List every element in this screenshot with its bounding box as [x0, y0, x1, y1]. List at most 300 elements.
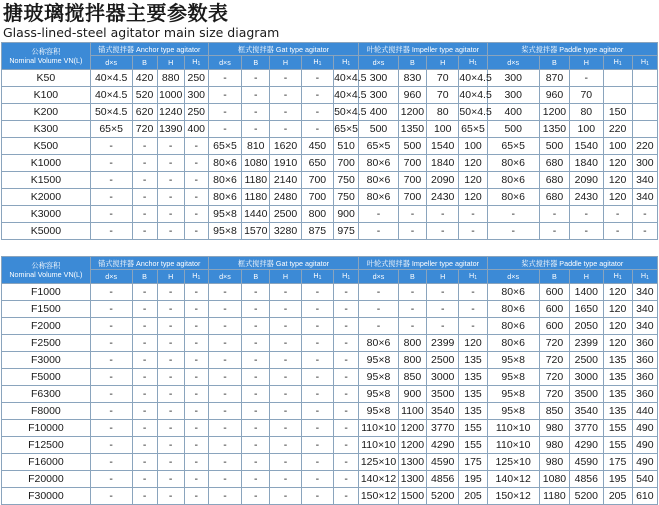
value-cell: -	[334, 471, 359, 488]
value-cell: 120	[603, 301, 632, 318]
value-cell: 125×10	[487, 454, 539, 471]
value-cell: -	[570, 223, 603, 240]
value-cell: 720	[132, 121, 157, 138]
value-cell: -	[334, 335, 359, 352]
sub-header-cell: $H_1$	[603, 270, 632, 284]
value-cell: -	[398, 223, 426, 240]
table-row	[2, 420, 658, 437]
value-cell: 700	[301, 172, 333, 189]
value-cell: -	[359, 284, 399, 301]
sub-header-cell: B	[132, 56, 157, 70]
value-cell: -	[132, 223, 157, 240]
value-cell: -	[157, 335, 184, 352]
value-cell: 50×4.5	[334, 104, 359, 121]
value-cell: -	[570, 206, 603, 223]
value-cell: -	[184, 454, 208, 471]
value-cell: -	[208, 104, 241, 121]
value-cell: -	[132, 420, 157, 437]
model-cell: F10000	[2, 420, 91, 437]
value-cell: -	[208, 386, 241, 403]
model-cell: K100	[2, 87, 91, 104]
value-cell: 520	[132, 87, 157, 104]
value-cell: -	[157, 155, 184, 172]
value-cell: 800	[398, 335, 426, 352]
value-cell: -	[90, 172, 132, 189]
value-cell: -	[242, 488, 270, 505]
value-cell: -	[132, 172, 157, 189]
sub-header-row	[2, 270, 658, 284]
value-cell: -	[242, 284, 270, 301]
value-cell: 120	[459, 335, 487, 352]
value-cell: 195	[459, 471, 487, 488]
table-row	[2, 369, 658, 386]
value-cell: 1240	[157, 104, 184, 121]
value-cell: 3770	[570, 420, 603, 437]
value-cell: -	[157, 301, 184, 318]
model-cell: F5000	[2, 369, 91, 386]
value-cell: 65×5	[487, 138, 539, 155]
value-cell: -	[301, 301, 333, 318]
value-cell: 960	[398, 87, 426, 104]
value-cell: -	[132, 301, 157, 318]
value-cell: 100	[603, 138, 632, 155]
value-cell: 125×10	[359, 454, 399, 471]
table-row	[2, 403, 658, 420]
value-cell: -	[242, 386, 270, 403]
table-body	[2, 70, 658, 240]
value-cell: 80	[427, 104, 459, 121]
value-cell: 100	[459, 138, 487, 155]
page-subtitle: Glass-lined-steel agitator main size diagram	[3, 25, 280, 40]
value-cell: 610	[632, 488, 657, 505]
value-cell: 120	[603, 284, 632, 301]
value-cell: 400	[184, 121, 208, 138]
value-cell: 800	[398, 352, 426, 369]
value-cell: 195	[603, 471, 632, 488]
value-cell: -	[208, 70, 241, 87]
value-cell: 300	[487, 87, 539, 104]
value-cell: -	[184, 206, 208, 223]
value-cell: 800	[301, 206, 333, 223]
value-cell: 680	[539, 189, 569, 206]
value-cell: -	[242, 335, 270, 352]
value-cell: -	[270, 70, 301, 87]
value-cell: -	[242, 121, 270, 138]
value-cell: -	[334, 420, 359, 437]
value-cell: 135	[459, 386, 487, 403]
value-cell: 490	[632, 454, 657, 471]
value-cell: 80×6	[359, 189, 399, 206]
value-cell: 65×5	[208, 138, 241, 155]
value-cell: 300	[632, 155, 657, 172]
anchor-k-series-table	[1, 42, 658, 240]
value-cell: -	[90, 223, 132, 240]
value-cell: 2480	[270, 189, 301, 206]
value-cell: -	[427, 284, 459, 301]
value-cell: -	[90, 420, 132, 437]
model-cell: K300	[2, 121, 91, 138]
value-cell: 1200	[539, 104, 569, 121]
value-cell: 900	[334, 206, 359, 223]
sub-header-cell: d×s	[90, 270, 132, 284]
sub-header-cell: H	[157, 270, 184, 284]
anchor-group-header: 锚式搅拌器 Anchor type agitator	[90, 43, 208, 56]
value-cell: 70	[570, 87, 603, 104]
value-cell: 720	[539, 386, 569, 403]
value-cell: 500	[359, 121, 399, 138]
value-cell: 680	[539, 155, 569, 172]
value-cell: -	[132, 454, 157, 471]
sub-header-cell: B	[242, 270, 270, 284]
value-cell: 135	[603, 369, 632, 386]
value-cell: -	[157, 223, 184, 240]
value-cell: 400	[359, 104, 399, 121]
sub-header-cell: $H_1$	[301, 270, 333, 284]
value-cell: -	[539, 206, 569, 223]
value-cell: 1200	[398, 104, 426, 121]
value-cell: -	[270, 420, 301, 437]
value-cell: -	[90, 301, 132, 318]
value-cell: -	[157, 386, 184, 403]
sub-header-cell: $H_1$	[334, 270, 359, 284]
value-cell: 3280	[270, 223, 301, 240]
value-cell: 1200	[398, 437, 426, 454]
value-cell: 5200	[427, 488, 459, 505]
value-cell: 4856	[570, 471, 603, 488]
value-cell: -	[301, 318, 333, 335]
value-cell: 80×6	[208, 172, 241, 189]
value-cell: 220	[603, 121, 632, 138]
value-cell: -	[270, 403, 301, 420]
value-cell: 250	[184, 104, 208, 121]
value-cell: -	[459, 284, 487, 301]
value-cell: -	[184, 301, 208, 318]
value-cell: 4290	[570, 437, 603, 454]
value-cell: 830	[398, 70, 426, 87]
model-cell: K1500	[2, 172, 91, 189]
value-cell: 2430	[570, 189, 603, 206]
value-cell: -	[90, 471, 132, 488]
value-cell: 3500	[570, 386, 603, 403]
value-cell: -	[487, 206, 539, 223]
nominal-volume-header: 公称容积 Nominal Volume VN(L)	[2, 257, 91, 284]
value-cell	[603, 87, 632, 104]
value-cell: 205	[603, 488, 632, 505]
model-cell: F1500	[2, 301, 91, 318]
value-cell: -	[359, 301, 399, 318]
value-cell: 250	[184, 70, 208, 87]
value-cell: -	[132, 403, 157, 420]
sub-header-cell: H	[570, 56, 603, 70]
paddle-group-header: 桨式搅拌器 Paddle type agitator	[487, 257, 657, 270]
sub-header-cell: $H_1$	[334, 56, 359, 70]
value-cell: 175	[603, 454, 632, 471]
table-row	[2, 454, 658, 471]
value-cell: -	[459, 301, 487, 318]
value-cell: 680	[539, 172, 569, 189]
value-cell: 1300	[398, 454, 426, 471]
value-cell: 1400	[570, 284, 603, 301]
value-cell: 490	[632, 437, 657, 454]
sub-header-cell: H	[157, 56, 184, 70]
value-cell: 95×8	[208, 223, 241, 240]
value-cell: 720	[539, 369, 569, 386]
value-cell: 40×4.5	[459, 70, 487, 87]
value-cell: -	[157, 189, 184, 206]
value-cell: -	[301, 335, 333, 352]
value-cell: 70	[427, 87, 459, 104]
value-cell: 1910	[270, 155, 301, 172]
value-cell: 80×6	[359, 335, 399, 352]
value-cell: -	[427, 318, 459, 335]
value-cell: -	[184, 352, 208, 369]
value-cell: -	[208, 284, 241, 301]
value-cell: 135	[459, 369, 487, 386]
value-cell: 420	[132, 70, 157, 87]
impeller-group-header: 叶轮式搅拌器 Impeller type agitator	[359, 43, 487, 56]
value-cell: -	[270, 335, 301, 352]
value-cell: -	[157, 471, 184, 488]
value-cell: -	[184, 189, 208, 206]
value-cell: 750	[334, 189, 359, 206]
model-cell: K3000	[2, 206, 91, 223]
value-cell: 40×4.5	[334, 87, 359, 104]
sub-header-cell: $H_1$	[603, 56, 632, 70]
value-cell: -	[90, 138, 132, 155]
value-cell: 360	[632, 369, 657, 386]
value-cell: -	[632, 206, 657, 223]
value-cell: 700	[398, 155, 426, 172]
value-cell: 155	[459, 420, 487, 437]
value-cell: 110×10	[487, 420, 539, 437]
value-cell: 95×8	[487, 403, 539, 420]
value-cell: -	[242, 318, 270, 335]
value-cell: 40×4.5	[334, 70, 359, 87]
value-cell: -	[242, 437, 270, 454]
value-cell: 1350	[398, 121, 426, 138]
value-cell: -	[132, 471, 157, 488]
value-cell: -	[242, 403, 270, 420]
value-cell: 80×6	[487, 335, 539, 352]
sub-header-cell: H	[570, 270, 603, 284]
value-cell: 340	[632, 284, 657, 301]
value-cell: 120	[459, 189, 487, 206]
value-cell: -	[184, 403, 208, 420]
model-cell: F20000	[2, 471, 91, 488]
value-cell: 120	[603, 189, 632, 206]
sub-header-cell: $H_1$	[301, 56, 333, 70]
value-cell: 95×8	[359, 403, 399, 420]
value-cell: 220	[632, 138, 657, 155]
value-cell: -	[270, 437, 301, 454]
value-cell: 850	[398, 369, 426, 386]
model-cell: F30000	[2, 488, 91, 505]
table-row	[2, 155, 658, 172]
value-cell: -	[208, 369, 241, 386]
value-cell: 1080	[242, 155, 270, 172]
value-cell: 720	[539, 352, 569, 369]
value-cell: 440	[632, 403, 657, 420]
value-cell: -	[242, 70, 270, 87]
value-cell: 620	[132, 104, 157, 121]
value-cell: -	[334, 403, 359, 420]
gat-group-header: 框式搅拌器 Gat type agitator	[208, 257, 358, 270]
model-cell: F2000	[2, 318, 91, 335]
value-cell: 3500	[427, 386, 459, 403]
value-cell: -	[301, 454, 333, 471]
value-cell: -	[184, 420, 208, 437]
value-cell	[632, 70, 657, 87]
value-cell	[632, 87, 657, 104]
value-cell: 2050	[570, 318, 603, 335]
table-row	[2, 87, 658, 104]
value-cell: 65×5	[359, 138, 399, 155]
value-cell: 80×6	[487, 284, 539, 301]
value-cell: 975	[334, 223, 359, 240]
value-cell: 65×5	[459, 121, 487, 138]
value-cell: 1180	[242, 189, 270, 206]
value-cell: 65×5	[90, 121, 132, 138]
value-cell: 3540	[427, 403, 459, 420]
value-cell: 870	[539, 70, 569, 87]
value-cell: 95×8	[208, 206, 241, 223]
value-cell: -	[208, 121, 241, 138]
value-cell: -	[570, 70, 603, 87]
value-cell: 2399	[570, 335, 603, 352]
value-cell	[632, 121, 657, 138]
value-cell: -	[157, 352, 184, 369]
value-cell: -	[301, 369, 333, 386]
value-cell: -	[90, 437, 132, 454]
value-cell: -	[459, 223, 487, 240]
value-cell: -	[242, 369, 270, 386]
sub-header-cell: H	[270, 270, 301, 284]
value-cell: 500	[398, 138, 426, 155]
value-cell: -	[301, 284, 333, 301]
value-cell: 120	[603, 155, 632, 172]
sub-header-cell: B	[539, 270, 569, 284]
value-cell: 120	[459, 155, 487, 172]
value-cell: -	[242, 454, 270, 471]
value-cell: -	[157, 369, 184, 386]
value-cell: 135	[459, 403, 487, 420]
value-cell: -	[184, 471, 208, 488]
table-row	[2, 223, 658, 240]
value-cell: -	[359, 318, 399, 335]
value-cell: 880	[157, 70, 184, 87]
model-cell: F16000	[2, 454, 91, 471]
value-cell: -	[184, 386, 208, 403]
value-cell: 3000	[427, 369, 459, 386]
value-cell: 120	[603, 172, 632, 189]
value-cell: -	[132, 335, 157, 352]
value-cell: -	[427, 301, 459, 318]
value-cell: 540	[632, 471, 657, 488]
table-row	[2, 386, 658, 403]
value-cell: 1000	[157, 87, 184, 104]
value-cell: -	[132, 318, 157, 335]
value-cell: -	[270, 318, 301, 335]
value-cell: 135	[603, 403, 632, 420]
value-cell: 3770	[427, 420, 459, 437]
value-cell: -	[208, 352, 241, 369]
value-cell: -	[603, 206, 632, 223]
sub-header-cell: d×s	[90, 56, 132, 70]
value-cell: -	[242, 301, 270, 318]
sub-header-cell: H	[427, 56, 459, 70]
value-cell: 2090	[570, 172, 603, 189]
value-cell: -	[157, 172, 184, 189]
value-cell: 340	[632, 301, 657, 318]
value-cell: 700	[398, 189, 426, 206]
model-cell: K1000	[2, 155, 91, 172]
paddle-group-header: 桨式搅拌器 Paddle type agitator	[487, 43, 657, 56]
sub-header-cell: d×s	[487, 56, 539, 70]
value-cell: -	[334, 352, 359, 369]
value-cell: 1200	[398, 420, 426, 437]
model-cell: K2000	[2, 189, 91, 206]
value-cell: 1440	[242, 206, 270, 223]
value-cell: -	[184, 172, 208, 189]
value-cell: -	[603, 223, 632, 240]
model-cell: F2500	[2, 335, 91, 352]
table-row	[2, 104, 658, 121]
value-cell: -	[270, 471, 301, 488]
value-cell: 700	[301, 189, 333, 206]
value-cell: 80	[570, 104, 603, 121]
sub-header-cell: $H_1$	[632, 270, 657, 284]
value-cell: 1080	[539, 471, 569, 488]
value-cell: 340	[632, 318, 657, 335]
value-cell: -	[334, 301, 359, 318]
value-cell: 875	[301, 223, 333, 240]
value-cell: 2500	[570, 352, 603, 369]
value-cell: 40×4.5	[459, 87, 487, 104]
table-row	[2, 70, 658, 87]
value-cell: -	[301, 488, 333, 505]
sub-header-cell: $H_1$	[459, 270, 487, 284]
value-cell: 4590	[570, 454, 603, 471]
value-cell: -	[132, 155, 157, 172]
value-cell: -	[90, 369, 132, 386]
value-cell: -	[90, 454, 132, 471]
model-cell: F8000	[2, 403, 91, 420]
value-cell: -	[157, 437, 184, 454]
value-cell: -	[184, 488, 208, 505]
value-cell: 2090	[427, 172, 459, 189]
value-cell: -	[132, 437, 157, 454]
value-cell: -	[427, 223, 459, 240]
sub-header-cell: d×s	[208, 56, 241, 70]
value-cell: -	[157, 206, 184, 223]
value-cell: -	[208, 335, 241, 352]
value-cell: 155	[603, 437, 632, 454]
value-cell: -	[301, 87, 333, 104]
value-cell: -	[157, 318, 184, 335]
value-cell: -	[157, 138, 184, 155]
sub-header-row	[2, 56, 658, 70]
value-cell: -	[90, 403, 132, 420]
value-cell: 600	[539, 301, 569, 318]
table-row	[2, 318, 658, 335]
value-cell: -	[301, 403, 333, 420]
value-cell: -	[270, 104, 301, 121]
table-row	[2, 335, 658, 352]
value-cell: -	[334, 437, 359, 454]
value-cell: -	[208, 301, 241, 318]
value-cell: 1840	[570, 155, 603, 172]
value-cell: -	[270, 301, 301, 318]
